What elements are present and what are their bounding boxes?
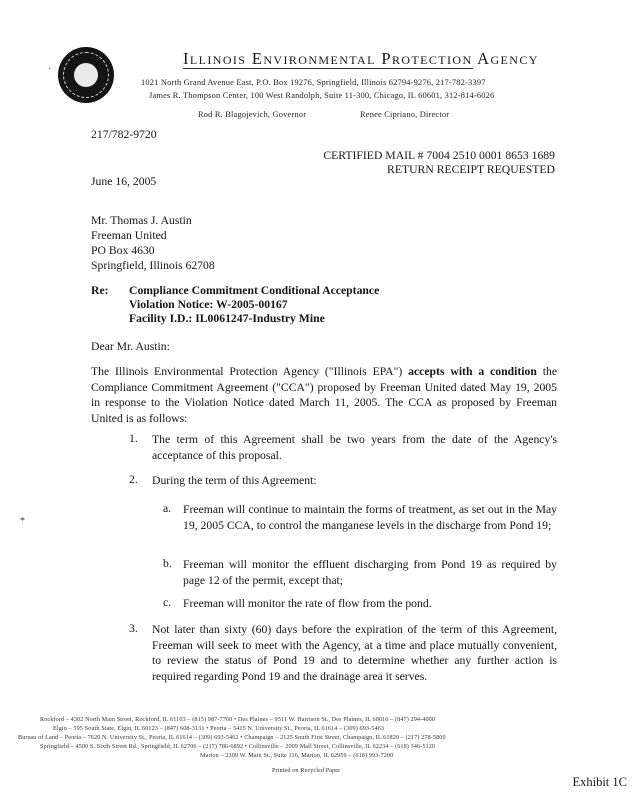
item-1-number: 1.: [129, 432, 138, 445]
subitem-a-text: Freeman will continue to maintain the forms of treatment, as set out in the May 19, 2005 CCA, to control the manganese levels in the discharge from Pond 19;: [183, 503, 557, 532]
scan-speck: ·: [48, 64, 52, 75]
address-chicago: James R. Thompson Center, 100 West Randolph, Suite 11-300, Chicago, IL 60601, 312-814-6026: [149, 91, 495, 100]
subitem-b-text: Freeman will monitor the effluent discharging from Pond 19 as required by page 12 of the permit, except that;: [183, 558, 557, 587]
letter-date: June 16, 2005: [91, 175, 157, 188]
item-2-number: 2.: [129, 473, 138, 486]
agency-seal-logo: [58, 47, 114, 103]
subitem-c-text: Freeman will monitor the rate of flow from the pond.: [183, 597, 432, 610]
re-label: Re:: [91, 284, 109, 297]
recipient-company: Freeman United: [91, 229, 167, 242]
footer-offices-line-5: Marion – 2309 W. Main St., Suite 116, Marion, IL 62959 – (618) 993-7200: [200, 752, 394, 759]
recipient-city: Springfield, Illinois 62708: [91, 259, 215, 272]
intro-paragraph: [91, 364, 557, 426]
intro-acceptance-phrase: accepts with a condition: [408, 365, 537, 378]
item-3-text: Not later than sixty (60) days before the expiration of the term of this Agreement, Freeman will seek to meet with the Agency, at a time and place mutually convenient, to review the status of Pond 19 and to determine whether any further action is required regarding Pond 19 and the drainage area it serves.: [152, 623, 557, 683]
subitem-b-number: b.: [163, 557, 172, 570]
re-line-facility: Facility I.D.: IL0061247-Industry Mine: [129, 312, 325, 325]
agency-name: Illinois Environmental Protection Agency: [183, 49, 539, 68]
return-receipt: RETURN RECEIPT REQUESTED: [387, 163, 555, 176]
subitem-a-number: a.: [163, 502, 172, 515]
footer-offices-line-4: Springfield – 4500 S. Sixth Street Rd., Springfield, IL 62706 – (217) 786-6892 • Collinsville – 2009 Mall Street, Collinsville, IL 62234 – (618) 346-5120: [40, 743, 436, 750]
exhibit-label: Exhibit 1C: [572, 775, 627, 789]
address-springfield: 1021 North Grand Avenue East, P.O. Box 19276, Springfield, Illinois 62794-9276, 217-782-3397: [141, 78, 486, 87]
intro-text-end: the Compliance Commitment Agreement ("CCA") proposed by Freeman United dated May 19, 2005 in response to the Violation Notice dated March 11, 2005. The CCA as proposed by Freeman United is as follows:: [91, 365, 558, 425]
intro-text-start: The Illinois Environmental Protection Agency ("Illinois EPA"): [91, 365, 409, 378]
recipient-name: Mr. Thomas J. Austin: [91, 214, 192, 227]
salutation: Dear Mr. Austin:: [91, 340, 170, 353]
recipient-po-box: PO Box 4630: [91, 244, 155, 257]
subitem-c-number: c.: [163, 596, 172, 609]
footer-offices-line-1: Rockford – 4302 North Main Street, Rockford, IL 61103 – (815) 987-7760 • Des Plaines – 9511 W. Harrison St., Des Plaines, IL 60016 – (847) 294-4000: [40, 716, 436, 723]
footer-offices-line-2: Elgin – 595 South State, Elgin, IL 60123 – (847) 608-3131 • Peoria – 5415 N. University St., Peoria, IL 61614 – (309) 693-5463: [53, 725, 385, 732]
item-3-number: 3.: [129, 622, 138, 635]
recycled-paper-note: Printed on Recycled Paper: [272, 767, 341, 774]
item-1-text: The term of this Agreement shall be two years from the date of the Agency's acceptance of this proposal.: [152, 433, 557, 462]
re-line-violation: Violation Notice: W-2005-00167: [129, 298, 288, 311]
footer-offices-line-3: Bureau of Land – Peoria – 7620 N. University St., Peoria, IL 61614 – (309) 693-5462 • Champaign – 2125 South First Street, Champaign, IL 61820 – (217) 278-5800: [18, 734, 446, 741]
item-2-text: During the term of this Agreement:: [152, 474, 317, 487]
letterhead-rule: [183, 68, 473, 69]
re-line-subject: Compliance Commitment Conditional Acceptance: [129, 284, 380, 297]
phone-number: 217/782-9720: [91, 128, 157, 141]
governor-name: Rod R. Blagojevich, Governor: [198, 110, 307, 119]
certified-mail: CERTIFIED MAIL # 7004 2510 0001 8653 1689: [323, 149, 555, 162]
director-name: Renee Cipriano, Director: [360, 110, 450, 119]
margin-mark: *: [20, 516, 25, 527]
